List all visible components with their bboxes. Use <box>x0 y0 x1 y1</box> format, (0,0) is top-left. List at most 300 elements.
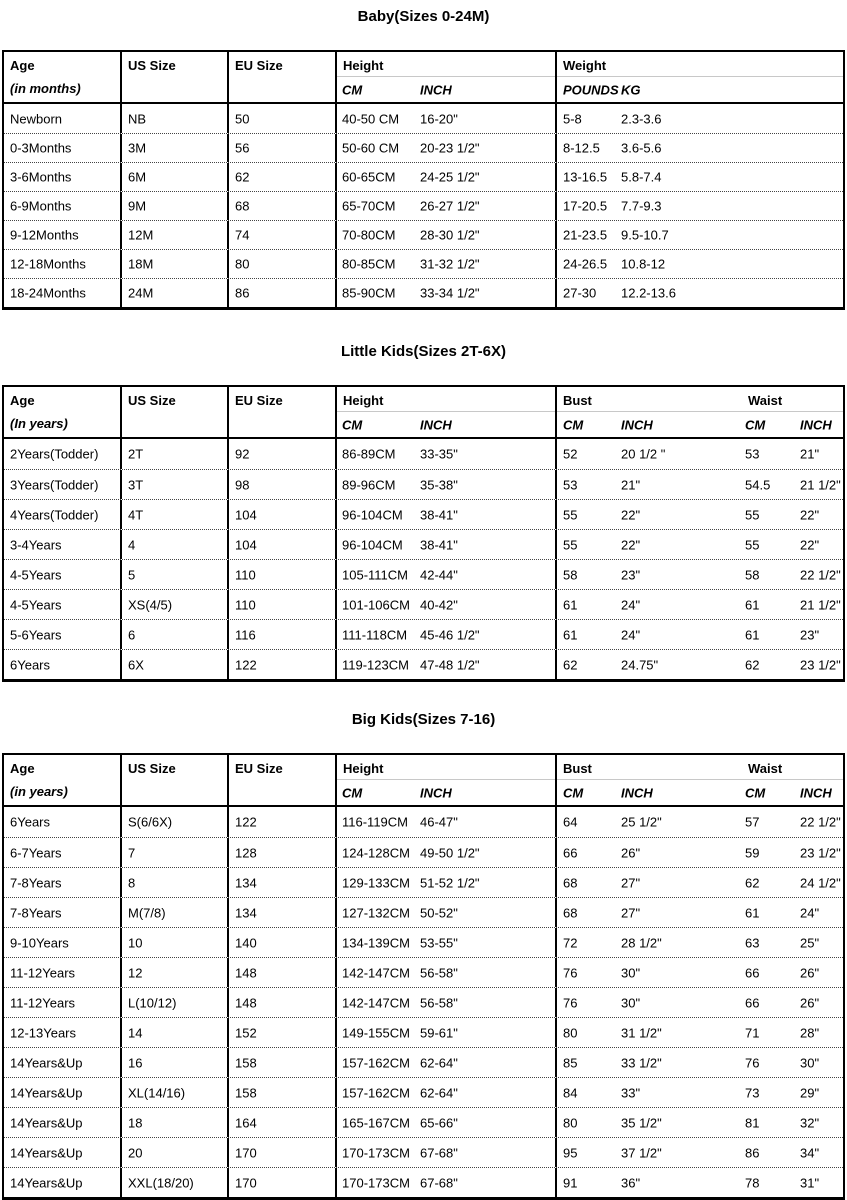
height-units-row <box>337 411 555 437</box>
c4-cell <box>555 838 843 867</box>
c3-cell <box>335 898 555 927</box>
measure-value: 61 <box>563 627 578 642</box>
measure-value: 24-26.5 <box>563 256 608 272</box>
c3-cell <box>335 868 555 897</box>
measure-value: 27" <box>621 875 641 890</box>
table-row <box>4 987 843 1017</box>
us-size-value: 10 <box>128 935 143 950</box>
height-cm-value: 60-65CM <box>342 169 396 185</box>
c3-cell <box>335 439 555 469</box>
height-inch-value: 26-27 1/2" <box>420 198 480 214</box>
table-row <box>4 469 843 499</box>
c1-cell <box>120 1018 227 1047</box>
height-cm-value: 127-132CM <box>342 905 410 920</box>
us-size-value: 4 <box>128 537 136 552</box>
height-units-row <box>337 76 555 102</box>
height-inch-value: 47-48 1/2" <box>420 657 480 672</box>
height-inch-value: 20-23 1/2" <box>420 140 480 156</box>
c2-cell <box>227 250 335 278</box>
age-unit-label: (In years) <box>10 416 68 431</box>
c0-cell <box>4 500 120 529</box>
c1-cell <box>120 1168 227 1197</box>
measure-value: 95 <box>563 1145 578 1160</box>
eu-size-value: 86 <box>235 285 250 301</box>
age-value: 3Years(Todder) <box>10 477 99 492</box>
c2-cell <box>227 530 335 559</box>
measure-value: 10.8-12 <box>621 256 666 272</box>
c3-cell <box>335 250 555 278</box>
table-row <box>4 1107 843 1137</box>
c2-cell <box>227 1078 335 1107</box>
eu-size-value: 110 <box>235 597 256 612</box>
age-header-label: Age <box>10 761 35 776</box>
us-size-value: 24M <box>128 285 154 301</box>
c0-cell <box>4 1018 120 1047</box>
big-kids-table-title: Big Kids(Sizes 7-16) <box>351 711 496 728</box>
height-inch-value: 42-44" <box>420 567 458 582</box>
c1-cell <box>120 1048 227 1077</box>
eu-size-value: 158 <box>235 1085 257 1100</box>
c0-cell <box>4 807 120 837</box>
measure-value: 27" <box>621 905 641 920</box>
c2-cell <box>227 134 335 162</box>
weight-header-label: Weight <box>563 58 607 73</box>
c0-cell <box>4 530 120 559</box>
c4-cell <box>555 590 843 619</box>
measure-value: 21 1/2" <box>800 597 841 612</box>
c2-cell <box>227 1048 335 1077</box>
measure-value: 8-12.5 <box>563 140 600 156</box>
height-cm-value: 65-70CM <box>342 198 396 214</box>
measure-value: 66 <box>745 995 760 1010</box>
us-size-value: 12M <box>128 227 154 243</box>
measure-value: 26" <box>800 965 820 980</box>
us-size-value: 5 <box>128 567 136 582</box>
c2-cell <box>227 1138 335 1167</box>
c4-cell <box>555 279 843 307</box>
measure-value: 76 <box>745 1055 760 1070</box>
c2-cell <box>227 898 335 927</box>
c2-header-cell <box>227 755 335 805</box>
us-size-value: 14 <box>128 1025 143 1040</box>
c0-header-cell <box>4 387 120 437</box>
height-inch-value: 40-42" <box>420 597 458 612</box>
table-row <box>4 529 843 559</box>
eu-size-value: 164 <box>235 1115 257 1130</box>
us-size-value: 6M <box>128 169 147 185</box>
c4-cell <box>555 134 843 162</box>
measure-value: 62 <box>745 657 760 672</box>
table-row <box>4 1047 843 1077</box>
c4-cell <box>555 530 843 559</box>
c0-cell <box>4 104 120 133</box>
height-inch-value: 67-68" <box>420 1145 458 1160</box>
age-value: 9-10Years <box>10 935 69 950</box>
height-header-label: Height <box>343 58 384 73</box>
measure-value: 86 <box>745 1145 760 1160</box>
measure-value: 68 <box>563 905 578 920</box>
c1-cell <box>120 650 227 679</box>
c2-cell <box>227 1018 335 1047</box>
c2-cell <box>227 650 335 679</box>
c3-cell <box>335 1108 555 1137</box>
height-cm-value: 40-50 CM <box>342 111 400 126</box>
measure-value: 23 1/2" <box>800 845 841 860</box>
measure-value: 58 <box>745 567 760 582</box>
c2-cell <box>227 104 335 133</box>
c4-cell <box>555 1168 843 1197</box>
age-value: 4-5Years <box>10 567 62 582</box>
c4-cell <box>555 104 843 133</box>
c1-cell <box>120 958 227 987</box>
height-cm-value: 129-133CM <box>342 875 410 890</box>
us-size-value: 12 <box>128 965 143 980</box>
c2-header-cell <box>227 387 335 437</box>
c3-cell <box>335 650 555 679</box>
eu-size-value: 158 <box>235 1055 257 1070</box>
c1-cell <box>120 530 227 559</box>
measure-value: 24" <box>621 597 641 612</box>
c0-cell <box>4 590 120 619</box>
measure-value: 24.75" <box>621 657 659 672</box>
height-cm-value: 149-155CM <box>342 1025 410 1040</box>
eu-size-value: 148 <box>235 995 257 1010</box>
c1-cell <box>120 221 227 249</box>
measure-value: 25" <box>800 935 820 950</box>
us-size-value: XL(14/16) <box>128 1085 186 1100</box>
height-inch-value: 16-20" <box>420 111 458 126</box>
measure-value: 26" <box>621 845 641 860</box>
baby-table-title: Baby(Sizes 0-24M) <box>357 8 490 25</box>
measure-value: 22 1/2" <box>800 567 841 582</box>
c0-cell <box>4 1168 120 1197</box>
measure-value: 59 <box>745 845 760 860</box>
c4-cell <box>555 620 843 649</box>
table-row <box>4 249 843 278</box>
eu-size-value: 134 <box>235 875 257 890</box>
height-cm-value: 70-80CM <box>342 227 396 243</box>
measure-value: 64 <box>563 814 578 830</box>
age-value: 6-7Years <box>10 845 62 860</box>
c0-cell <box>4 650 120 679</box>
measure-value: 22 1/2" <box>800 814 841 830</box>
measure-unit-label: CM <box>563 417 584 432</box>
c0-header-cell <box>4 755 120 805</box>
table-row <box>4 1017 843 1047</box>
height-inch-value: 51-52 1/2" <box>420 875 480 890</box>
baby-size-table <box>2 50 845 310</box>
table-row <box>4 220 843 249</box>
height-cm-value: 170-173CM <box>342 1145 410 1160</box>
us-size-value: S(6/6X) <box>128 814 173 830</box>
c3-cell <box>335 192 555 220</box>
measure-value: 24 1/2" <box>800 875 841 890</box>
measure-value: 61 <box>745 597 760 612</box>
measure-value: 12.2-13.6 <box>621 285 676 301</box>
c2-cell <box>227 221 335 249</box>
us-size-value: XS(4/5) <box>128 597 173 612</box>
c0-cell <box>4 163 120 191</box>
eu-size-value: 74 <box>235 227 250 243</box>
table-row <box>4 837 843 867</box>
c3-cell <box>335 988 555 1017</box>
table-row <box>4 867 843 897</box>
header-row <box>4 52 843 104</box>
c0-cell <box>4 928 120 957</box>
height-inch-value: 38-41" <box>420 507 458 522</box>
us-size-value: 18 <box>128 1115 143 1130</box>
age-value: 18-24Months <box>10 285 86 301</box>
c1-cell <box>120 279 227 307</box>
eu-size-value: 128 <box>235 845 257 860</box>
measure-unit-label: KG <box>621 82 641 97</box>
height-unit-label: CM <box>342 785 363 800</box>
table-row <box>4 499 843 529</box>
eu-size-header-label: EU Size <box>235 761 283 776</box>
table-row <box>4 897 843 927</box>
height-cm-value: 119-123CM <box>342 657 409 672</box>
us-size-value: 2T <box>128 446 144 462</box>
height-inch-value: 62-64" <box>420 1085 458 1100</box>
height-inch-value: 62-64" <box>420 1055 458 1070</box>
measure-value: 21" <box>800 446 820 462</box>
measure-value: 81 <box>745 1115 760 1130</box>
c1-cell <box>120 500 227 529</box>
height-inch-value: 50-52" <box>420 905 458 920</box>
eu-size-value: 50 <box>235 111 250 126</box>
measure-value: 17-20.5 <box>563 198 608 214</box>
c0-cell <box>4 470 120 499</box>
table-row <box>4 104 843 133</box>
us-size-value: 6X <box>128 657 144 672</box>
measure-value: 22" <box>800 507 820 522</box>
age-value: 4Years(Todder) <box>10 507 99 522</box>
eu-size-value: 148 <box>235 965 257 980</box>
c0-cell <box>4 620 120 649</box>
us-size-header-label: US Size <box>128 761 176 776</box>
eu-size-value: 140 <box>235 935 257 950</box>
measure-value: 71 <box>745 1025 760 1040</box>
c1-cell <box>120 898 227 927</box>
c4-cell <box>555 560 843 589</box>
measure-value: 66 <box>745 965 760 980</box>
c3-cell <box>335 590 555 619</box>
c2-cell <box>227 958 335 987</box>
measure-value: 53 <box>745 446 760 462</box>
age-value: 14Years&Up <box>10 1085 83 1100</box>
c0-cell <box>4 898 120 927</box>
c2-cell <box>227 192 335 220</box>
us-size-header-label: US Size <box>128 393 176 408</box>
eu-size-value: 104 <box>235 537 257 552</box>
us-size-value: 8 <box>128 875 136 890</box>
height-inch-value: 28-30 1/2" <box>420 227 480 243</box>
age-value: 0-3Months <box>10 140 72 156</box>
table-row <box>4 559 843 589</box>
c4-cell <box>555 439 843 469</box>
c1-header-cell <box>120 52 227 102</box>
c4-cell <box>555 898 843 927</box>
measure-value: 80 <box>563 1025 578 1040</box>
c4-cell <box>555 163 843 191</box>
measure-value: 31 1/2" <box>621 1025 662 1040</box>
c3-cell <box>335 928 555 957</box>
height-unit-label: INCH <box>420 82 452 97</box>
measure-unit-label: CM <box>745 785 766 800</box>
header-row <box>4 755 843 807</box>
measure-value: 37 1/2" <box>621 1145 662 1160</box>
age-value: 14Years&Up <box>10 1175 83 1190</box>
c3-cell <box>335 279 555 307</box>
c3-cell <box>335 1138 555 1167</box>
age-value: 9-12Months <box>10 227 79 243</box>
height-inch-value: 53-55" <box>420 935 458 950</box>
us-size-value: 6 <box>128 627 136 642</box>
c4-header-cell <box>555 387 843 437</box>
us-size-value: 7 <box>128 845 136 860</box>
table-row <box>4 957 843 987</box>
height-cm-value: 134-139CM <box>342 935 410 950</box>
c0-cell <box>4 1108 120 1137</box>
measure-value: 2.3-3.6 <box>621 111 662 126</box>
height-inch-value: 45-46 1/2" <box>420 627 480 642</box>
c3-cell <box>335 134 555 162</box>
measure-value: 78 <box>745 1175 760 1190</box>
measure-unit-label: CM <box>745 417 766 432</box>
measure-value: 30" <box>800 1055 820 1070</box>
height-inch-value: 35-38" <box>420 477 458 492</box>
table-row <box>4 649 843 679</box>
measure-value: 21 1/2" <box>800 477 841 492</box>
height-header-label: Height <box>343 393 384 408</box>
c0-header-cell <box>4 52 120 102</box>
eu-size-value: 92 <box>235 446 250 462</box>
measure-unit-label: INCH <box>800 417 832 432</box>
c1-cell <box>120 134 227 162</box>
c3-cell <box>335 163 555 191</box>
c2-cell <box>227 439 335 469</box>
c0-cell <box>4 1138 120 1167</box>
c1-cell <box>120 1108 227 1137</box>
measure-value: 23" <box>621 567 641 582</box>
measure-value: 61 <box>745 905 760 920</box>
height-cm-value: 116-119CM <box>342 814 408 830</box>
table-row <box>4 589 843 619</box>
height-cm-value: 85-90CM <box>342 285 396 301</box>
age-value: 6-9Months <box>10 198 72 214</box>
c2-cell <box>227 988 335 1017</box>
c4-cell <box>555 221 843 249</box>
measure-value: 5-8 <box>563 111 582 126</box>
measure-units-row <box>557 779 843 805</box>
measure-value: 32" <box>800 1115 820 1130</box>
height-header-label: Height <box>343 761 384 776</box>
height-cm-value: 96-104CM <box>342 507 403 522</box>
us-size-value: 16 <box>128 1055 143 1070</box>
c1-cell <box>120 192 227 220</box>
height-cm-value: 142-147CM <box>342 995 410 1010</box>
c3-cell <box>335 838 555 867</box>
c3-cell <box>335 221 555 249</box>
measure-value: 13-16.5 <box>563 169 608 185</box>
c1-cell <box>120 470 227 499</box>
big-kids-size-table <box>2 753 845 1200</box>
height-unit-label: INCH <box>420 417 452 432</box>
age-value: 3-4Years <box>10 537 62 552</box>
eu-size-value: 116 <box>235 627 256 642</box>
height-inch-value: 33-35" <box>420 446 458 462</box>
c3-cell <box>335 104 555 133</box>
us-size-value: 3T <box>128 477 144 492</box>
age-header-label: Age <box>10 58 35 73</box>
c1-cell <box>120 104 227 133</box>
c2-header-cell <box>227 52 335 102</box>
height-inch-value: 56-58" <box>420 995 458 1010</box>
eu-size-value: 98 <box>235 477 250 492</box>
age-value: 5-6Years <box>10 627 62 642</box>
c1-cell <box>120 988 227 1017</box>
height-cm-value: 170-173CM <box>342 1175 410 1190</box>
c4-cell <box>555 958 843 987</box>
measure-value: 23" <box>800 627 820 642</box>
age-value: 6Years <box>10 657 50 672</box>
c2-cell <box>227 560 335 589</box>
height-cm-value: 96-104CM <box>342 537 403 552</box>
bust-header-label: Bust <box>563 393 592 408</box>
c4-cell <box>555 807 843 837</box>
measure-unit-label: INCH <box>621 785 653 800</box>
height-cm-value: 124-128CM <box>342 845 410 860</box>
c3-header-cell <box>335 387 555 437</box>
c1-cell <box>120 439 227 469</box>
measure-value: 84 <box>563 1085 578 1100</box>
c4-cell <box>555 1078 843 1107</box>
age-value: 3-6Months <box>10 169 72 185</box>
height-inch-value: 24-25 1/2" <box>420 169 480 185</box>
c2-cell <box>227 590 335 619</box>
measure-unit-label: INCH <box>800 785 832 800</box>
measure-unit-label: CM <box>563 785 584 800</box>
c3-cell <box>335 560 555 589</box>
c3-header-cell <box>335 52 555 102</box>
measure-value: 63 <box>745 935 760 950</box>
height-inch-value: 56-58" <box>420 965 458 980</box>
measure-value: 68 <box>563 875 578 890</box>
eu-size-value: 80 <box>235 256 250 272</box>
measure-unit-label: POUNDS <box>563 82 619 97</box>
measure-value: 28 1/2" <box>621 935 662 950</box>
c2-cell <box>227 500 335 529</box>
measure-value: 62 <box>745 875 760 890</box>
measure-value: 55 <box>745 507 760 522</box>
measure-value: 5.8-7.4 <box>621 169 662 185</box>
c1-cell <box>120 807 227 837</box>
little-kids-size-table <box>2 385 845 682</box>
measure-value: 54.5 <box>745 477 771 492</box>
us-size-value: L(10/12) <box>128 995 177 1010</box>
measure-value: 57 <box>745 814 760 830</box>
c4-header-cell <box>555 755 843 805</box>
table-row <box>4 1077 843 1107</box>
measure-value: 85 <box>563 1055 578 1070</box>
c3-cell <box>335 620 555 649</box>
c0-cell <box>4 1078 120 1107</box>
height-inch-value: 49-50 1/2" <box>420 845 480 860</box>
us-size-value: NB <box>128 111 147 126</box>
waist-header-label: Waist <box>748 393 783 408</box>
eu-size-value: 68 <box>235 198 250 214</box>
c3-cell <box>335 500 555 529</box>
